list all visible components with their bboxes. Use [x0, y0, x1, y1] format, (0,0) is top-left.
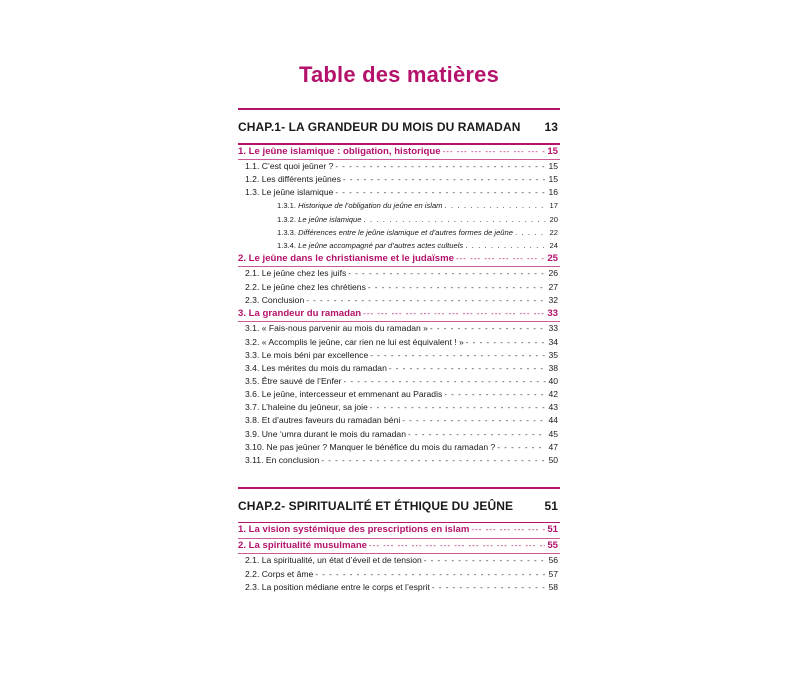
entry-title: 2.3. La position médiane entre le corps et l’esprit [245, 581, 430, 592]
entry-page: 24 [549, 240, 558, 250]
entry-page: 35 [548, 349, 558, 360]
leader-dots [408, 428, 546, 441]
subsection-entry [238, 362, 560, 375]
chapter-title: CHAP.2- SPIRITUALITÉ ET ÉTHIQUE DU JEÛNE [238, 498, 514, 513]
subsection-entry [238, 322, 560, 335]
leader-dots [363, 213, 547, 226]
subsection-entry [238, 454, 560, 467]
entry-title: 2.2. Corps et âme [245, 568, 314, 579]
section-title: 1. Le jeûne islamique : obligation, historique [238, 145, 441, 157]
table-of-contents [238, 62, 560, 594]
section-page: 51 [547, 524, 558, 536]
chapter-spacer [238, 467, 560, 487]
subsubsection-entry [238, 199, 560, 212]
entry-page: 47 [548, 441, 558, 452]
leader-dashes [456, 252, 545, 267]
entry-page: 15 [548, 161, 558, 171]
subsection-entry [238, 267, 560, 280]
entry-page: 32 [548, 294, 558, 305]
page-title: Table des matières [298, 62, 500, 87]
entry-title: 2.1. Le jeûne chez les juifs [245, 268, 347, 279]
leader-dots [497, 441, 546, 454]
leader-dots [321, 454, 546, 467]
entry-title: 1.2. Les différents jeûnes [245, 174, 341, 185]
entry-number: 1.3.2. [277, 214, 296, 224]
subsection-entry [238, 186, 560, 199]
entry-page: 34 [548, 336, 558, 347]
leader-dots [344, 375, 547, 388]
entry-title: 3.6. Le jeûne, intercesseur et emmenant au Paradis [245, 389, 443, 400]
entry-page: 58 [548, 581, 558, 592]
subsection-entry [238, 160, 560, 173]
entry-title: 3.11. En conclusion [245, 454, 320, 465]
leader-dots [444, 388, 546, 401]
section-page: 55 [547, 539, 558, 551]
section-rule [238, 553, 560, 554]
leader-dots [389, 362, 547, 375]
subsection-entry [238, 336, 560, 349]
subsection-entry [238, 294, 560, 307]
section-title: 3. La grandeur du ramadan [238, 307, 362, 319]
leader-dots [466, 336, 547, 349]
entry-page: 43 [548, 402, 558, 413]
entry-title [277, 213, 361, 226]
entry-title: 2.3. Conclusion [245, 294, 305, 305]
subsection-entry [238, 281, 560, 294]
entry-label: Le jeûne accompagné par d’autres actes cultuels [298, 240, 464, 250]
subsection-entry [238, 441, 560, 454]
entry-page: 40 [548, 375, 558, 386]
entry-label: Différences entre le jeûne islamique et d’autres formes de jeûne [298, 227, 513, 237]
subsection-entry [238, 388, 560, 401]
entry-page: 50 [548, 454, 558, 465]
leader-dots [306, 294, 546, 307]
entry-page: 33 [548, 323, 558, 334]
leader-dashes [471, 523, 545, 538]
leader-dots [335, 160, 546, 173]
subsubsection-entry [238, 213, 560, 226]
entry-title: 2.1. La spiritualité, un état d’éveil et de tension [245, 555, 422, 566]
chapter-heading [238, 120, 560, 134]
section-rule [238, 159, 560, 160]
leader-dots [465, 239, 547, 252]
entry-number: 1.3.4. [277, 240, 296, 250]
entry-page: 16 [548, 187, 558, 198]
leader-dashes [363, 307, 545, 322]
subsection-entry [238, 554, 560, 567]
chapter-page: 13 [544, 120, 558, 134]
chapter-top-rule [238, 487, 560, 489]
entry-title: 3.5. Être sauvé de l’Enfer [245, 375, 342, 386]
section-entry [238, 145, 560, 160]
chapter-page: 51 [544, 498, 558, 513]
entry-label: Historique de l’obligation du jeûne en islam [298, 201, 443, 211]
leader-dashes [369, 539, 545, 554]
entry-title: 3.9. Une ‘umra durant le mois du ramadan [245, 428, 406, 439]
subsection-entry [238, 568, 560, 581]
subsection-entry [238, 428, 560, 441]
leader-dots [370, 349, 546, 362]
leader-dashes [443, 145, 546, 160]
entry-title: 3.2. « Accomplis le jeûne, car rien ne lui est équivalent ! » [245, 336, 464, 347]
subsection-entry [238, 349, 560, 362]
leader-dots [430, 322, 546, 335]
section-page: 15 [547, 145, 558, 157]
entry-page: 15 [548, 174, 558, 185]
section-entry [238, 307, 560, 322]
leader-dots [343, 173, 547, 186]
entry-page: 45 [548, 428, 558, 439]
subsubsection-entry [238, 239, 560, 252]
toc-body [238, 108, 560, 594]
leader-dots [335, 186, 546, 199]
chapter-top-rule [238, 108, 560, 110]
section-rule [238, 321, 560, 322]
subsection-entry [238, 173, 560, 186]
leader-dots [515, 226, 548, 239]
subsection-entry [238, 414, 560, 427]
leader-dots [424, 554, 547, 567]
chapter-title: CHAP.1- LA GRANDEUR DU MOIS DU RAMADAN [238, 120, 521, 134]
entry-title: 3.8. Et d’autres faveurs du ramadan béni [245, 415, 401, 426]
entry-page: 38 [548, 362, 558, 373]
leader-dots [348, 267, 546, 280]
section-entry [238, 523, 560, 538]
section-rule [238, 538, 560, 539]
section-rule [238, 266, 560, 267]
entry-title: 1.1. C’est quoi jeûner ? [245, 161, 334, 171]
section-page: 25 [547, 252, 558, 264]
entry-page: 42 [548, 389, 558, 400]
entry-page: 57 [548, 568, 558, 579]
entry-title: 3.7. L’haleine du jeûneur, sa joie [245, 402, 368, 413]
leader-dots [432, 581, 547, 594]
section-title: 2. La spiritualité musulmane [238, 539, 368, 551]
chapter-heading [238, 499, 560, 513]
entry-page: 27 [548, 281, 558, 292]
entry-title: 3.4. Les mérites du mois du ramadan [245, 362, 387, 373]
entry-page: 44 [548, 415, 558, 426]
entry-title: 2.2. Le jeûne chez les chrétiens [245, 281, 366, 292]
section-page: 33 [547, 307, 558, 319]
leader-dots [315, 568, 546, 581]
leader-dots [402, 414, 546, 427]
leader-dots [445, 199, 548, 212]
subsection-entry [238, 375, 560, 388]
entry-title: 3.10. Ne pas jeûner ? Manquer le bénéfice du mois du ramadan ? [245, 441, 496, 452]
entry-title: 3.1. « Fais-nous parvenir au mois du ramadan » [245, 323, 428, 334]
leader-dots [370, 401, 547, 414]
subsubsection-entry [238, 226, 560, 239]
subsection-entry [238, 581, 560, 594]
entry-title: 3.3. Le mois béni par excellence [245, 349, 369, 360]
leader-dots [368, 281, 547, 294]
entry-page: 17 [549, 201, 558, 211]
entry-page: 26 [548, 268, 558, 279]
section-entry [238, 252, 560, 267]
entry-page: 22 [549, 227, 558, 237]
entry-number: 1.3.3. [277, 227, 296, 237]
section-entry [238, 539, 560, 554]
section-title: 1. La vision systémique des prescriptions en islam [238, 524, 470, 536]
section-title: 2. Le jeûne dans le christianisme et le judaïsme [238, 252, 454, 264]
entry-title [277, 226, 513, 239]
entry-label: Le jeûne islamique [298, 214, 362, 224]
entry-title [277, 239, 463, 252]
entry-title: 1.3. Le jeûne islamique [245, 187, 334, 198]
entry-page: 56 [548, 555, 558, 566]
entry-page: 20 [549, 214, 558, 224]
subsection-entry [238, 401, 560, 414]
entry-number: 1.3.1. [277, 201, 296, 211]
entry-title [277, 199, 443, 212]
